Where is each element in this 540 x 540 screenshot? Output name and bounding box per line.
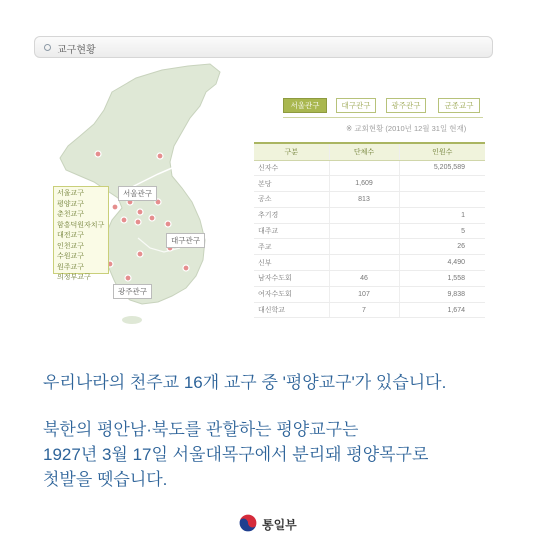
map-label-daegu[interactable]: 대구관구 [166,233,205,248]
ministry-name: 통일부 [262,518,297,532]
tab-daegu[interactable]: 대구관구 [336,98,376,113]
group-count [329,160,399,176]
map-label-gwangju[interactable]: 광주관구 [113,284,152,299]
table-row [254,176,485,192]
group-count [329,207,399,223]
people-count: 1 [399,207,485,223]
group-count [329,239,399,255]
church-stats-table [254,142,485,318]
diocese-item[interactable]: 춘천교구 [57,211,85,218]
table-row [254,239,485,255]
people-count: 5 [399,223,485,239]
row-label: 공소 [254,192,329,208]
body-text-line-1: 우리나라의 천주교 16개 교구 중 '평양교구'가 있습니다. [43,373,447,392]
people-count: 1,674 [399,302,485,318]
tab-divider [283,117,483,118]
diocese-item[interactable]: 대전교구 [57,232,85,239]
table-row [254,207,485,223]
table-row [254,302,485,318]
status-note: ※ 교회현황 (2010년 12월 31일 현재) [346,124,467,133]
table-row [254,160,485,176]
people-count: 5,205,589 [399,160,485,176]
table-row [254,286,485,302]
tab-gwangju[interactable]: 광주관구 [386,98,426,113]
body-text-line-4: 첫발을 뗏습니다. [43,470,168,489]
diocese-list [53,186,109,281]
diocese-item[interactable]: 인천교구 [57,242,85,250]
table-row [254,223,485,239]
people-count: 1,558 [399,271,485,287]
map-label-seoul[interactable]: 서울관구 [118,186,157,201]
col-header: 인원수 [399,143,485,160]
group-count [329,223,399,239]
group-count: 1,609 [329,176,399,192]
people-count [399,176,485,192]
diocese-item[interactable]: 함흥덕원자치구 [57,221,105,229]
table-header-row [254,143,485,160]
col-header: 구분 [254,143,329,160]
group-count: 7 [329,302,399,318]
taegeuk-emblem-icon [238,513,258,533]
people-count: 26 [399,239,485,255]
group-count [329,255,399,271]
table-row [254,271,485,287]
row-label: 추기경 [254,207,329,223]
group-count: 107 [329,286,399,302]
body-text-line-3: 1927년 3월 17일 서울대목구에서 분리돼 평양목구로 [43,445,429,464]
bullet-icon [44,44,51,51]
group-count: 46 [329,271,399,287]
col-header: 단체수 [329,143,399,160]
diocese-item[interactable]: 평양교구 [57,200,85,208]
diocese-item[interactable]: 서울교구 [57,190,85,197]
diocese-item[interactable]: 의정부교구 [57,274,91,281]
section-title: 교구현황 [57,45,96,56]
row-label: 여자수도회 [254,286,329,302]
row-label: 남자수도회 [254,271,329,287]
row-label: 대신학교 [254,302,329,318]
tab-seoul[interactable]: 서울관구 [283,98,327,113]
people-count: 9,838 [399,286,485,302]
body-text-line-2: 북한의 평안남·북도를 관할하는 평양교구는 [43,420,359,439]
table-row [254,255,485,271]
row-label: 대주교 [254,223,329,239]
row-label: 신자수 [254,160,329,176]
row-label: 본당 [254,176,329,192]
row-label: 주교 [254,239,329,255]
table-row [254,192,485,208]
group-count: 813 [329,192,399,208]
row-label: 신부 [254,255,329,271]
people-count [399,192,485,208]
section-header [34,36,493,58]
diocese-item[interactable]: 수원교구 [57,253,85,260]
diocese-item[interactable]: 원주교구 [57,263,85,271]
tab-military[interactable]: 군종교구 [438,98,480,113]
people-count: 4,490 [399,255,485,271]
